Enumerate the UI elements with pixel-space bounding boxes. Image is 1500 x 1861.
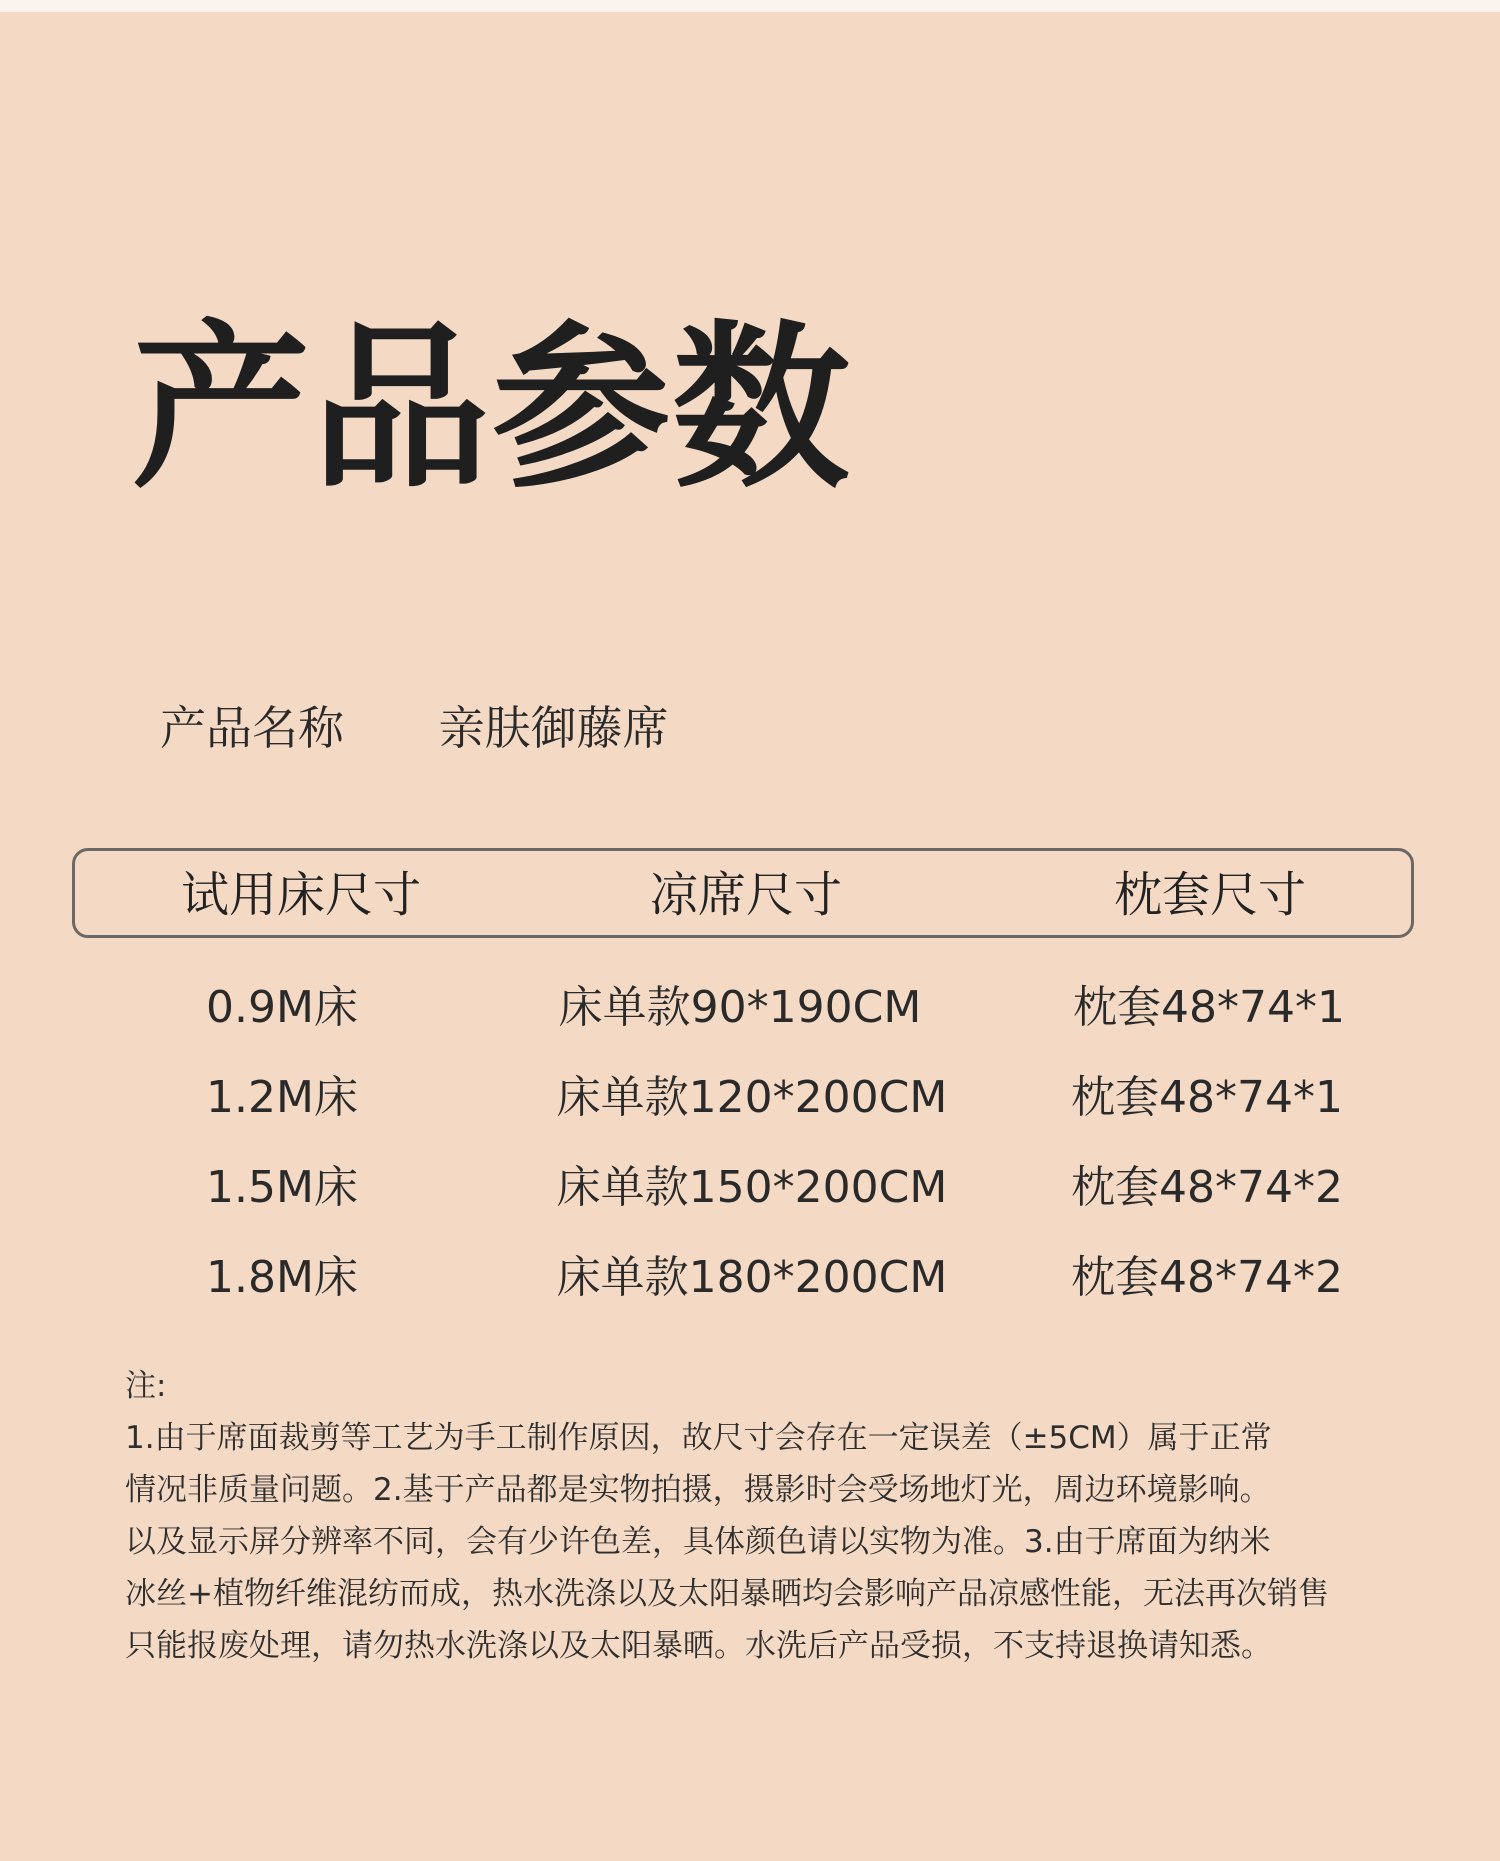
cell-mat-size: 床单款90*190CM <box>558 982 922 1033</box>
product-name-value: 亲肤御藤席 <box>438 701 669 755</box>
notes-line: 冰丝+植物纤维混纺而成，热水洗涤以及太阳暴晒均会影响产品凉感性能，无法再次销售 <box>125 1576 1329 1612</box>
header-pillowcase-size: 枕套尺寸 <box>1113 867 1307 923</box>
cell-pillowcase-size: 枕套48*74*2 <box>1071 1252 1343 1303</box>
cell-mat-size: 床单款150*200CM <box>556 1162 948 1213</box>
size-table-body <box>72 980 1414 1340</box>
table-row <box>72 1160 1414 1220</box>
table-header <box>72 848 1414 938</box>
cell-pillowcase-size: 枕套48*74*1 <box>1071 1072 1343 1123</box>
product-name-label: 产品名称 <box>160 701 344 755</box>
cell-pillowcase-size: 枕套48*74*1 <box>1073 982 1345 1033</box>
notes-line: 以及显示屏分辨率不同，会有少许色差，具体颜色请以实物为准。3.由于席面为纳米 <box>125 1524 1271 1560</box>
notes-label: 注: <box>125 1368 167 1404</box>
notes-line: 只能报废处理，请勿热水洗涤以及太阳暴晒。水洗后产品受损，不支持退换请知悉。 <box>125 1628 1272 1664</box>
table-row <box>72 980 1414 1040</box>
cell-mat-size: 床单款120*200CM <box>556 1072 948 1123</box>
notes-section <box>125 1360 1405 1672</box>
notes-line: 情况非质量问题。2.基于产品都是实物拍摄，摄影时会受场地灯光，周边环境影响。 <box>125 1472 1271 1508</box>
top-strip <box>0 0 1500 12</box>
cell-bed-size: 1.8M床 <box>206 1252 358 1303</box>
header-mat-size: 凉席尺寸 <box>649 867 843 923</box>
page-title: 产品参数 <box>132 305 852 512</box>
cell-pillowcase-size: 枕套48*74*2 <box>1071 1162 1343 1213</box>
header-bed-size: 试用床尺寸 <box>180 867 422 923</box>
table-row <box>72 1070 1414 1130</box>
cell-bed-size: 1.2M床 <box>206 1072 358 1123</box>
table-row <box>72 1250 1414 1310</box>
cell-bed-size: 0.9M床 <box>206 982 358 1033</box>
cell-mat-size: 床单款180*200CM <box>556 1252 948 1303</box>
notes-line: 1.由于席面裁剪等工艺为手工制作原因，故尺寸会存在一定误差（±5CM）属于正常 <box>125 1420 1272 1456</box>
product-name-row <box>160 700 669 756</box>
cell-bed-size: 1.5M床 <box>206 1162 358 1213</box>
